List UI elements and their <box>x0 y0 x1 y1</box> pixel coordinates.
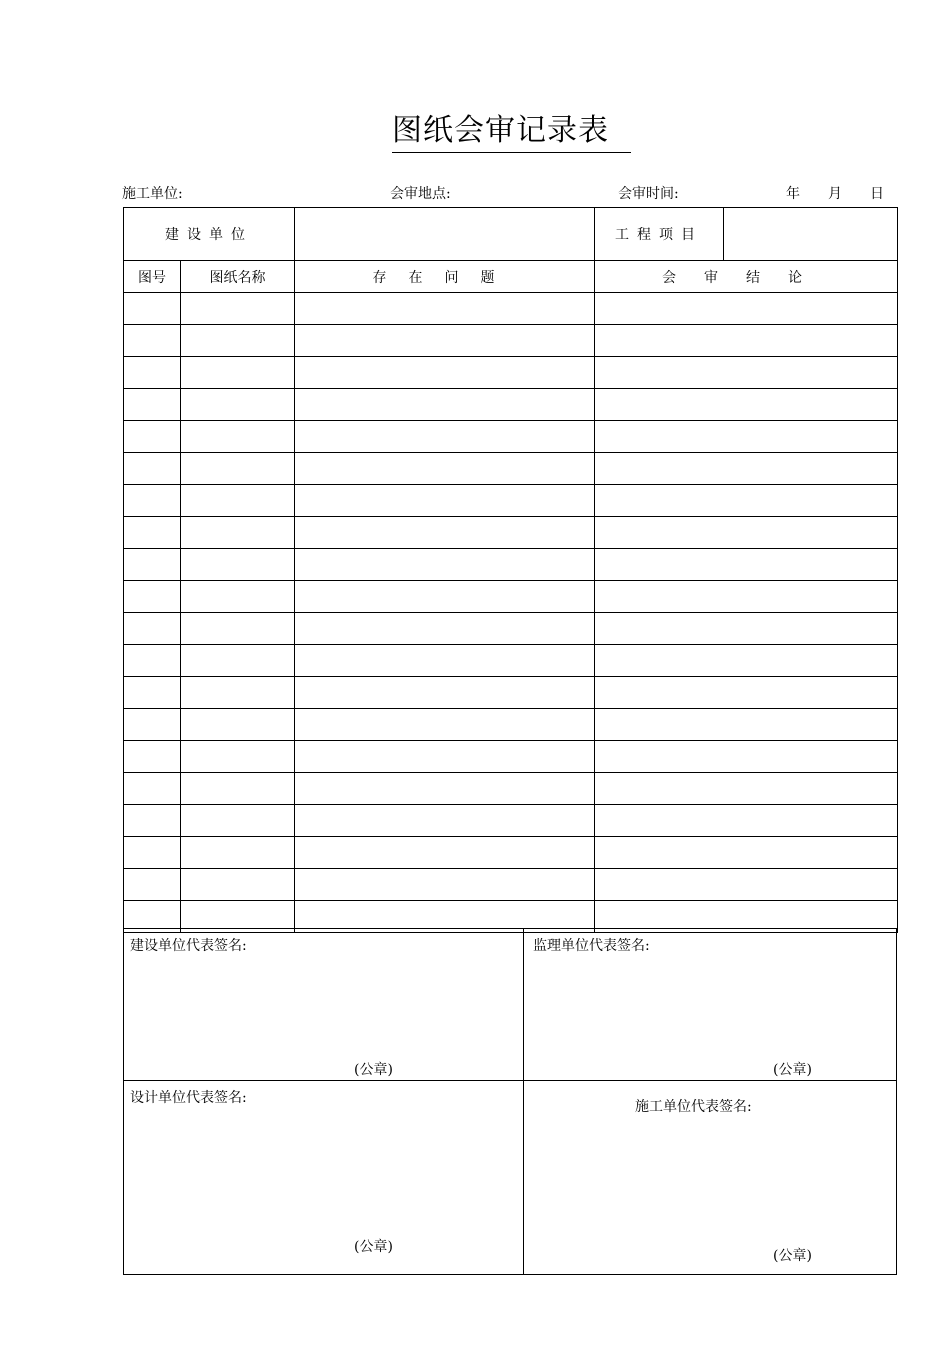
month-label: 月 <box>828 186 842 202</box>
supervisor-signature-label: 监理单位代表签名: <box>533 938 650 954</box>
table-row <box>124 293 898 325</box>
issue-cell[interactable] <box>295 293 595 325</box>
designer-seal-label: (公章) <box>354 1239 393 1255</box>
conclusion-cell[interactable] <box>595 517 898 549</box>
drawing-name-cell[interactable] <box>181 485 295 517</box>
drawing-name-cell[interactable] <box>181 517 295 549</box>
table-row <box>124 837 898 869</box>
table-row <box>124 709 898 741</box>
drawing-no-cell[interactable] <box>124 805 181 837</box>
drawing-no-cell[interactable] <box>124 485 181 517</box>
issue-cell[interactable] <box>295 357 595 389</box>
table-row <box>124 549 898 581</box>
issue-cell[interactable] <box>295 805 595 837</box>
conclusion-cell[interactable] <box>595 869 898 901</box>
year-label: 年 <box>786 186 800 202</box>
project-value-cell[interactable] <box>724 208 898 261</box>
drawing-no-cell[interactable] <box>124 581 181 613</box>
issue-cell[interactable] <box>295 517 595 549</box>
drawing-no-cell[interactable] <box>124 453 181 485</box>
designer-signature-label: 设计单位代表签名: <box>130 1090 247 1106</box>
table-row <box>124 357 898 389</box>
drawing-name-cell[interactable] <box>181 389 295 421</box>
project-label-cell <box>595 208 724 261</box>
table-row <box>124 485 898 517</box>
table-row <box>124 325 898 357</box>
issue-cell[interactable] <box>295 613 595 645</box>
table-row <box>124 613 898 645</box>
owner-value-cell[interactable] <box>295 208 595 261</box>
drawing-no-cell[interactable] <box>124 357 181 389</box>
conclusion-cell[interactable] <box>595 741 898 773</box>
drawing-no-cell[interactable] <box>124 389 181 421</box>
drawing-no-cell[interactable] <box>124 741 181 773</box>
drawing-no-cell[interactable] <box>124 325 181 357</box>
drawing-no-cell[interactable] <box>124 869 181 901</box>
table-row <box>124 421 898 453</box>
project-label: 工程项目 <box>615 227 703 243</box>
review-table <box>123 207 898 933</box>
owner-seal-label: (公章) <box>354 1062 393 1078</box>
table-row <box>124 581 898 613</box>
issue-cell[interactable] <box>295 741 595 773</box>
drawing-no-cell[interactable] <box>124 773 181 805</box>
issue-cell[interactable] <box>295 325 595 357</box>
issue-cell[interactable] <box>295 549 595 581</box>
issue-cell[interactable] <box>295 709 595 741</box>
project-info-row <box>124 208 898 261</box>
col-header-drawing-name: 图纸名称 <box>181 261 295 293</box>
issue-cell[interactable] <box>295 453 595 485</box>
day-label: 日 <box>870 186 884 202</box>
conclusion-cell[interactable] <box>595 581 898 613</box>
conclusion-cell[interactable] <box>595 773 898 805</box>
drawing-name-cell[interactable] <box>181 421 295 453</box>
table-row <box>124 741 898 773</box>
conclusion-cell[interactable] <box>595 613 898 645</box>
conclusion-cell[interactable] <box>595 485 898 517</box>
drawing-name-cell[interactable] <box>181 645 295 677</box>
drawing-name-cell[interactable] <box>181 805 295 837</box>
col-header-drawing-no: 图号 <box>124 261 181 293</box>
designer-signature-box[interactable] <box>123 1080 524 1275</box>
drawing-name-cell[interactable] <box>181 325 295 357</box>
conclusion-cell[interactable] <box>595 805 898 837</box>
col-header-conclusion: 会审结论 <box>662 269 830 286</box>
issue-cell[interactable] <box>295 837 595 869</box>
drawing-no-cell[interactable] <box>124 677 181 709</box>
drawing-no-cell[interactable] <box>124 709 181 741</box>
conclusion-cell[interactable] <box>595 549 898 581</box>
owner-label: 建设单位 <box>165 227 253 243</box>
table-row <box>124 389 898 421</box>
conclusion-cell[interactable] <box>595 389 898 421</box>
drawing-name-cell[interactable] <box>181 869 295 901</box>
table-row <box>124 517 898 549</box>
table-row <box>124 453 898 485</box>
issue-cell[interactable] <box>295 485 595 517</box>
drawing-no-cell[interactable] <box>124 421 181 453</box>
drawing-name-cell[interactable] <box>181 741 295 773</box>
conclusion-cell[interactable] <box>595 709 898 741</box>
table-row <box>124 645 898 677</box>
drawing-no-cell[interactable] <box>124 613 181 645</box>
conclusion-cell[interactable] <box>595 325 898 357</box>
owner-signature-label: 建设单位代表签名: <box>130 938 247 954</box>
column-header-row <box>124 261 898 293</box>
table-row <box>124 677 898 709</box>
drawing-no-cell[interactable] <box>124 645 181 677</box>
col-header-issues: 存在问题 <box>372 269 517 286</box>
conclusion-cell[interactable] <box>595 837 898 869</box>
conclusion-cell[interactable] <box>595 421 898 453</box>
contractor-signature-box[interactable] <box>523 1080 897 1275</box>
conclusion-cell[interactable] <box>595 677 898 709</box>
supervisor-seal-label: (公章) <box>773 1062 812 1078</box>
supervisor-signature-box[interactable] <box>523 928 897 1081</box>
drawing-name-cell[interactable] <box>181 453 295 485</box>
drawing-name-cell[interactable] <box>181 613 295 645</box>
table-row <box>124 805 898 837</box>
issue-cell[interactable] <box>295 389 595 421</box>
col-header-issues-cell <box>295 261 595 293</box>
conclusion-cell[interactable] <box>595 645 898 677</box>
conclusion-cell[interactable] <box>595 453 898 485</box>
table-row <box>124 773 898 805</box>
issue-cell[interactable] <box>295 581 595 613</box>
drawing-name-cell[interactable] <box>181 293 295 325</box>
drawing-name-cell[interactable] <box>181 677 295 709</box>
drawing-no-cell[interactable] <box>124 517 181 549</box>
table-row <box>124 869 898 901</box>
conclusion-cell[interactable] <box>595 293 898 325</box>
review-time-label: 会审时间: <box>618 186 679 202</box>
drawing-no-cell[interactable] <box>124 837 181 869</box>
location-label: 会审地点: <box>390 186 451 202</box>
drawing-name-cell[interactable] <box>181 549 295 581</box>
drawing-name-cell[interactable] <box>181 773 295 805</box>
page-title: 图纸会审记录表 <box>392 112 631 153</box>
drawing-no-cell[interactable] <box>124 549 181 581</box>
issue-cell[interactable] <box>295 869 595 901</box>
drawing-name-cell[interactable] <box>181 357 295 389</box>
contractor-label: 施工单位: <box>122 186 183 202</box>
drawing-name-cell[interactable] <box>181 837 295 869</box>
col-header-conclusion-cell <box>595 261 898 293</box>
issue-cell[interactable] <box>295 677 595 709</box>
contractor-signature-label: 施工单位代表签名: <box>635 1099 752 1115</box>
owner-signature-box[interactable] <box>123 928 524 1081</box>
drawing-name-cell[interactable] <box>181 581 295 613</box>
conclusion-cell[interactable] <box>595 357 898 389</box>
issue-cell[interactable] <box>295 421 595 453</box>
issue-cell[interactable] <box>295 773 595 805</box>
drawing-no-cell[interactable] <box>124 293 181 325</box>
contractor-seal-label: (公章) <box>773 1248 812 1264</box>
drawing-name-cell[interactable] <box>181 709 295 741</box>
owner-label-cell <box>124 208 295 261</box>
issue-cell[interactable] <box>295 645 595 677</box>
